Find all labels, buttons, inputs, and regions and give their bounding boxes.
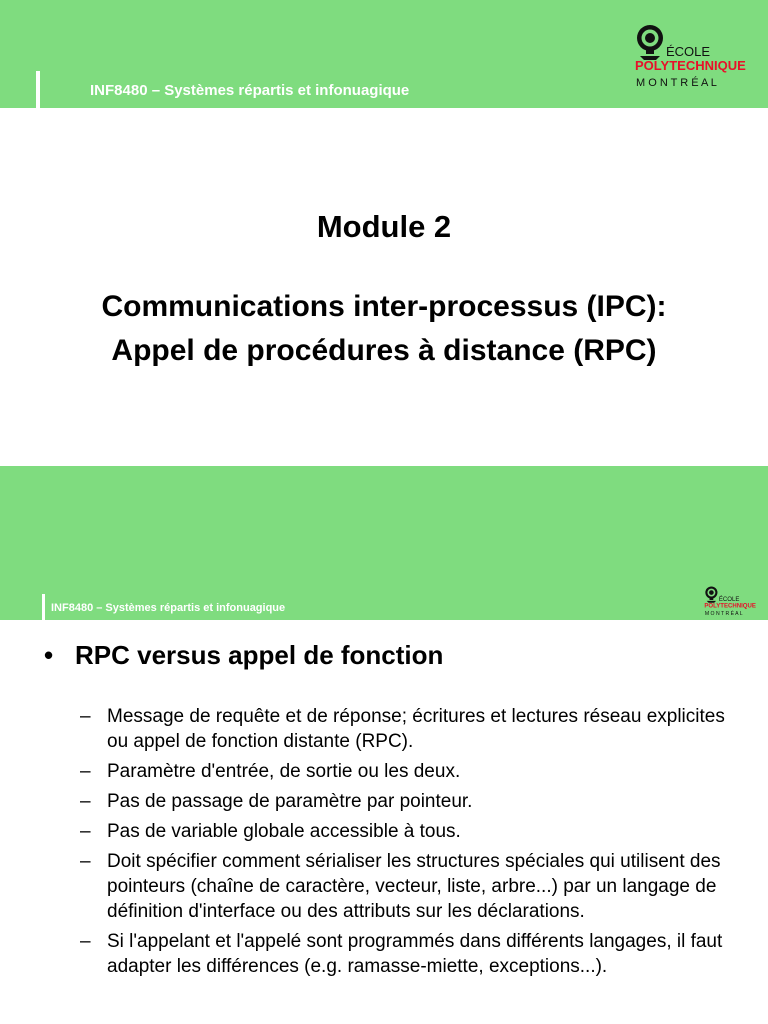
dash-marker: – <box>80 761 91 782</box>
polytechnique-seal-icon <box>637 25 663 60</box>
school-logo <box>703 583 759 617</box>
dash-marker: – <box>80 821 91 842</box>
list-item <box>80 789 740 814</box>
subtitle-line-2: Appel de procédures à distance (RPC) <box>111 334 657 367</box>
logo-line-3: M O N T R É A L <box>704 610 743 617</box>
logo-line-1: ÉCOLE <box>718 596 740 603</box>
logo-line-3: M O N T R É A L <box>636 77 717 89</box>
content-slide <box>0 466 768 1024</box>
title-slide <box>0 0 768 466</box>
dash-marker: – <box>80 706 91 727</box>
list-item-text: Pas de variable globale accessible à tous. <box>107 821 461 842</box>
course-title: INF8480 – Systèmes répartis et infonuagique <box>51 602 286 614</box>
list-item-text: Message de requête et de réponse; écritures et lectures réseau explicites ou appel de fonction distante (RPC). <box>107 706 725 752</box>
school-logo <box>632 18 752 90</box>
dash-marker: – <box>80 791 91 812</box>
logo-line-2: POLYTECHNIQUE <box>704 603 756 610</box>
header-divider <box>36 71 40 109</box>
course-title: INF8480 – Systèmes répartis et infonuagique <box>90 82 410 99</box>
subtitle-line-1: Communications inter-processus (IPC): <box>101 290 667 323</box>
bullet-text: RPC versus appel de fonction <box>75 640 444 670</box>
list-item-text: Pas de passage de paramètre par pointeur. <box>107 791 473 812</box>
header-band <box>0 466 768 620</box>
list-item-text: Doit spécifier comment sérialiser les structures spéciales qui utilisent des pointeurs (chaîne de caractère, vecteur, liste, arbre...) par un langage de définition d'interface ou des attributs sur les déclarations. <box>107 851 721 922</box>
module-title: Module 2 <box>316 209 452 244</box>
header-divider <box>42 594 45 620</box>
list-item <box>80 819 740 844</box>
bullet-dot: • <box>44 640 54 670</box>
logo-line-1: ÉCOLE <box>666 44 711 59</box>
dash-marker: – <box>80 931 91 952</box>
list-item <box>80 759 740 784</box>
list-item <box>80 704 740 754</box>
logo-line-2: POLYTECHNIQUE <box>635 58 746 73</box>
list-item-text: Paramètre d'entrée, de sortie ou les deux. <box>107 761 461 782</box>
list-item-text: Si l'appelant et l'appelé sont programmés dans différents langages, il faut adapter les différences (e.g. ramasse-miette, exceptions...). <box>107 931 723 977</box>
polytechnique-seal-icon <box>705 586 717 602</box>
list-item <box>80 929 740 979</box>
list-item <box>80 849 740 924</box>
dash-marker: – <box>80 851 91 872</box>
sub-bullet-list <box>80 704 740 984</box>
